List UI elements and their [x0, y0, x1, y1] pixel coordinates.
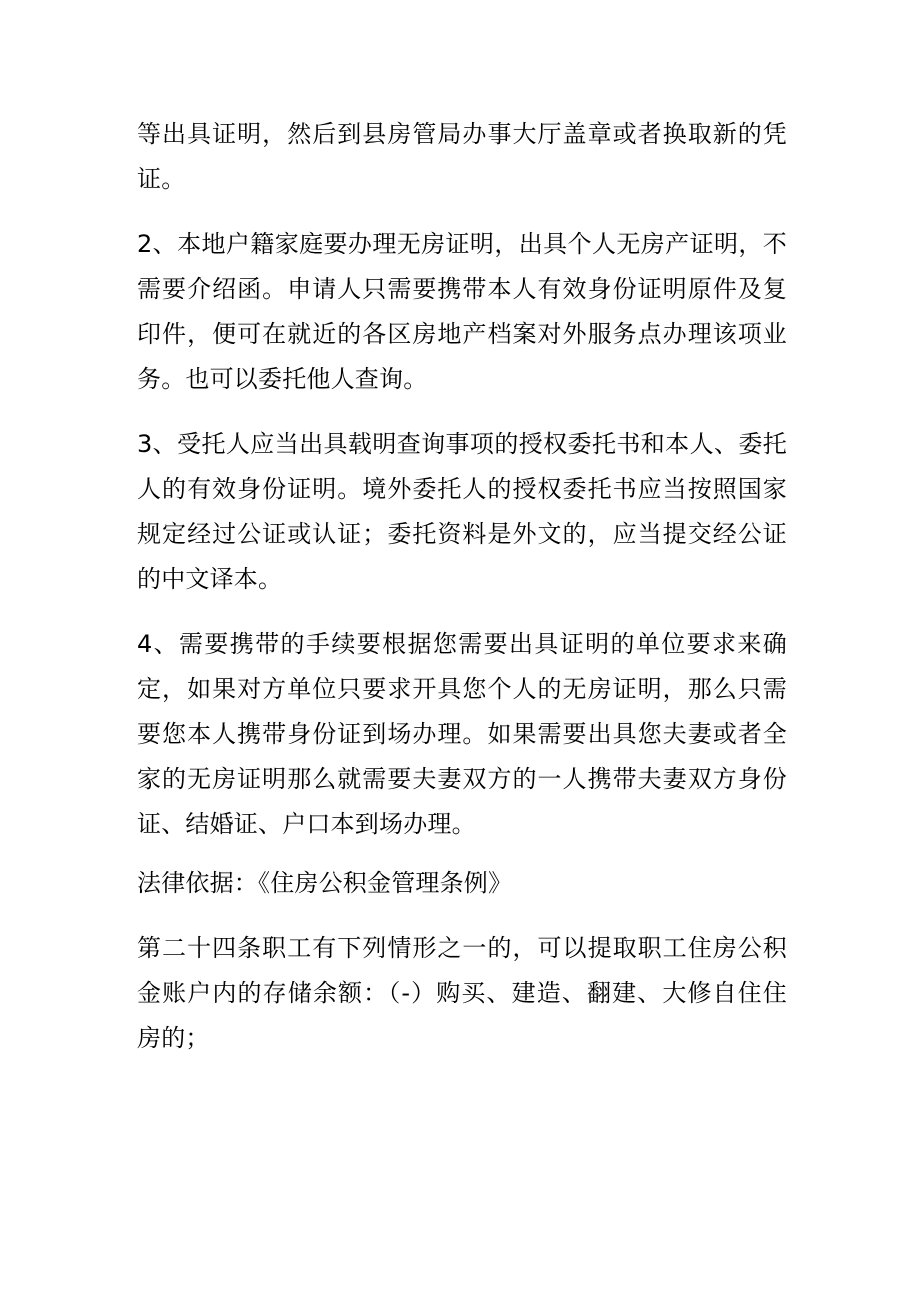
paragraph-item-4-required-documents: 4、需要携带的手续要根据您需要出具证明的单位要求来确定，如果对方单位只要求开具您个人的无房证明，那么只需要您本人携带身份证到场办理。如果需要出具您夫妻或者全家的无房证明那么就需要夫妻双方的一人携带夫妻双方身份证、结婚证、户口本到场办理。 [137, 630, 787, 838]
paragraph-item-3-entrusted-person: 3、受托人应当出具载明查询事项的授权委托书和本人、委托人的有效身份证明。境外委托人的授权委托书应当按照国家规定经过公证或认证；委托资料是外文的，应当提交经公证的中文译本。 [137, 430, 787, 593]
paragraph-item-2-local-household: 2、本地户籍家庭要办理无房证明，出具个人无房产证明，不需要介绍函。申请人只需要携带本人有效身份证明原件及复印件，便可在就近的各区房地产档案对外服务点办理该项业务。也可以委托他人查询。 [137, 230, 787, 393]
document-body [137, 112, 787, 1061]
paragraph-article-24: 第二十四条职工有下列情形之一的，可以提取职工住房公积金账户内的存储余额：（-）购买、建造、翻建、大修自住住房的； [137, 934, 787, 1052]
paragraph-legal-basis: 法律依据：《住房公积金管理条例》 [137, 869, 513, 897]
paragraph-certificate-continuation: 等出具证明，然后到县房管局办事大厅盖章或者换取新的凭证。 [137, 120, 787, 193]
